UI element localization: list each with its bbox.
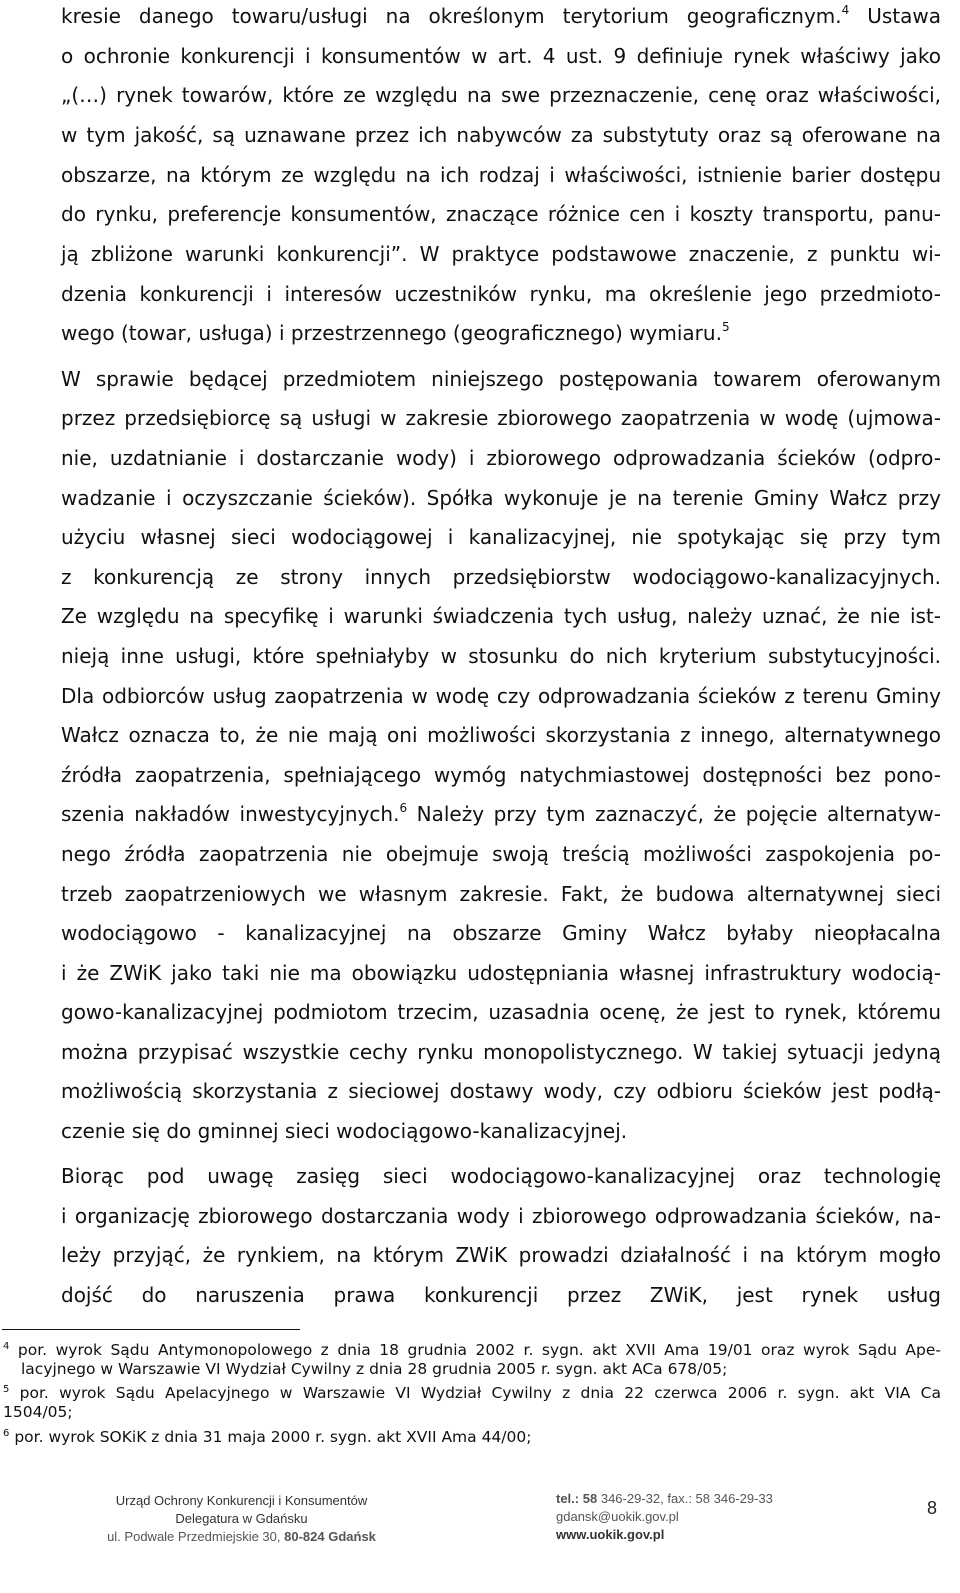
body-line: obszarze, na którym ze względu na ich rodzaj i właściwości, istnienie barier dostępu [61,163,941,187]
body-line [61,320,941,346]
footer-address [100,1528,383,1546]
body-line: i organizację zbiorowego dostarczania wody i zbiorowego odprowadzania ścieków, na- [61,1204,941,1228]
footer-contact [556,1490,773,1544]
body-line: leży przyjąć, że rynkiem, na którym ZWiK prowadzi działalność i na którym mogło [61,1243,941,1267]
page-number: 8 [927,1498,938,1518]
body-line: gowo-kanalizacyjnej podmiotom trzecim, uzasadnia ocenę, że jest to rynek, któremu [61,1000,941,1024]
body-line: możliwością skorzystania z sieciowej dostawy wody, czy odbioru ścieków jest podłą- [61,1079,941,1103]
footnote-text: lacyjnego w Warszawie VI Wydział Cywilny z dnia 28 grudnia 2005 r. sygn. akt ACa 678/05; [21,1360,728,1378]
footer-city: 80-824 Gdańsk [284,1529,376,1544]
body-line: nie, uzdatnianie i dostarczanie wody) i zbiorowego odprowadzania ścieków (odpro- [61,446,941,470]
body-line: nieją inne usługi, które spełniałyby w stosunku do nich kryterium substytucyjności. [61,644,941,668]
footnote-ref: 4 [841,3,850,17]
text-span: kresie danego towaru/usługi na określonym terytorium geograficznym. [61,4,842,28]
footnote-number: 5 [3,1384,10,1395]
tel-label: tel.: [556,1491,580,1506]
footnote-ref: 5 [721,320,730,334]
footnote-number: 6 [3,1428,10,1439]
body-line: dzenia konkurencji i interesów uczestników rynku, ma określenie jego przedmioto- [61,282,941,306]
body-line: o ochronie konkurencji i konsumentów w art. 4 ust. 9 definiuje rynek właściwy jako [61,44,941,68]
body-line: Wałcz oznacza to, że nie mają oni możliwości skorzystania z innego, alternatywnego [61,723,941,747]
body-line: wodociągowo - kanalizacyjnej na obszarze Gminy Wałcz byłaby nieopłacalna [61,921,941,945]
body-line [61,801,941,827]
tel-number: 346-29-32, [600,1491,664,1506]
body-line: dojść do naruszenia prawa konkurencji przez ZWiK, jest rynek usług [61,1283,941,1307]
body-line: nego źródła zaopatrzenia nie obejmuje swoją treścią możliwości zaspokojenia po- [61,842,941,866]
body-line: ją zbliżone warunki konkurencji”. W praktyce podstawowe znaczenie, z punktu wi- [61,242,941,266]
footnote-4 [3,1341,941,1360]
body-line: z konkurencją ze strony innych przedsiębiorstw wodociągowo-kanalizacyjnych. [61,565,941,589]
footer-website[interactable]: www.uokik.gov.pl [556,1527,665,1542]
body-line: Biorąc pod uwagę zasięg sieci wodociągowo-kanalizacyjnej oraz technologię [61,1164,941,1188]
footer-org-name: Urząd Ochrony Konkurencji i Konsumentów [115,1493,368,1508]
footnote-text: 1504/05; [3,1403,73,1421]
body-line: i że ZWiK jako taki nie ma obowiązku udostępniania własnej infrastruktury wodocią- [61,961,941,985]
body-line [61,3,941,29]
footnote-text: por. wyrok SOKiK z dnia 31 maja 2000 r. sygn. akt XVII Ama 44/00; [14,1428,532,1446]
text-span: szenia nakładów inwestycyjnych. [61,802,400,826]
body-line: do rynku, preferencje konsumentów, znaczące różnice cen i koszty transportu, panu- [61,202,941,226]
fax-number: fax.: 58 346-29-33 [667,1491,773,1506]
text-span: wego (towar, usługa) i przestrzennego (geograficznego) wymiaru. [61,321,722,345]
footnote-number: 4 [3,1341,10,1352]
body-line: wadzanie i oczyszczanie ścieków). Spółka wykonuje je na terenie Gminy Wałcz przy [61,486,941,510]
body-line: źródła zaopatrzenia, spełniającego wymóg natychmiastowej dostępności bez pono- [61,763,941,787]
footer-email[interactable]: gdansk@uokik.gov.pl [556,1509,679,1524]
footnote-text: por. wyrok Sądu Antymonopolowego z dnia 18 grudnia 2002 r. sygn. akt XVII Ama 19/01 oraz wyrok Sądu Ape- [17,1341,941,1359]
body-line: czenie się do gminnej sieci wodociągowo-kanalizacyjnej. [61,1119,628,1143]
body-line: Ze względu na specyfikę i warunki świadczenia tych usług, należy uznać, że nie ist- [61,604,941,628]
body-line: trzeb zaopatrzeniowych we własnym zakresie. Fakt, że budowa alternatywnej sieci [61,882,941,906]
footnote-5 [3,1384,941,1403]
body-line: W sprawie będącej przedmiotem niniejszego postępowania towarem oferowanym [61,367,941,391]
footer-office [100,1492,383,1546]
text-span: Ustawa [867,4,941,28]
body-line: „(…) rynek towarów, które ze względu na swe przeznaczenie, cenę oraz właściwości, [61,83,941,107]
body-line: Dla odbiorców usług zaopatrzenia w wodę czy odprowadzania ścieków z terenu Gminy [61,684,941,708]
tel-prefix: 58 [582,1491,598,1506]
body-line: można przypisać wszystkie cechy rynku monopolistycznego. W takiej sytuacji jedyną [61,1040,941,1064]
text-span: Należy przy tym zaznaczyć, że pojęcie alternatyw- [416,802,942,826]
body-line: użyciu własnej sieci wodociągowej i kanalizacyjnej, nie spotykając się przy tym [61,525,941,549]
body-line: przez przedsiębiorcę są usługi w zakresie zbiorowego zaopatrzenia w wodę (ujmowa- [61,406,941,430]
footnote-divider [2,1329,300,1330]
footer-street: ul. Podwale Przedmiejskie 30, [107,1529,281,1544]
footer-phone [556,1490,773,1508]
footnote-6 [3,1428,941,1447]
body-line: w tym jakość, są uznawane przez ich nabywców za substytuty oraz są oferowane na [61,123,941,147]
footnote-text: por. wyrok Sądu Apelacyjnego w Warszawie VI Wydział Cywilny z dnia 22 czerwca 2006 r. sygn. akt VIA Ca [19,1384,941,1402]
footer-branch: Delegatura w Gdańsku [175,1511,308,1526]
footnote-ref: 6 [399,801,408,815]
